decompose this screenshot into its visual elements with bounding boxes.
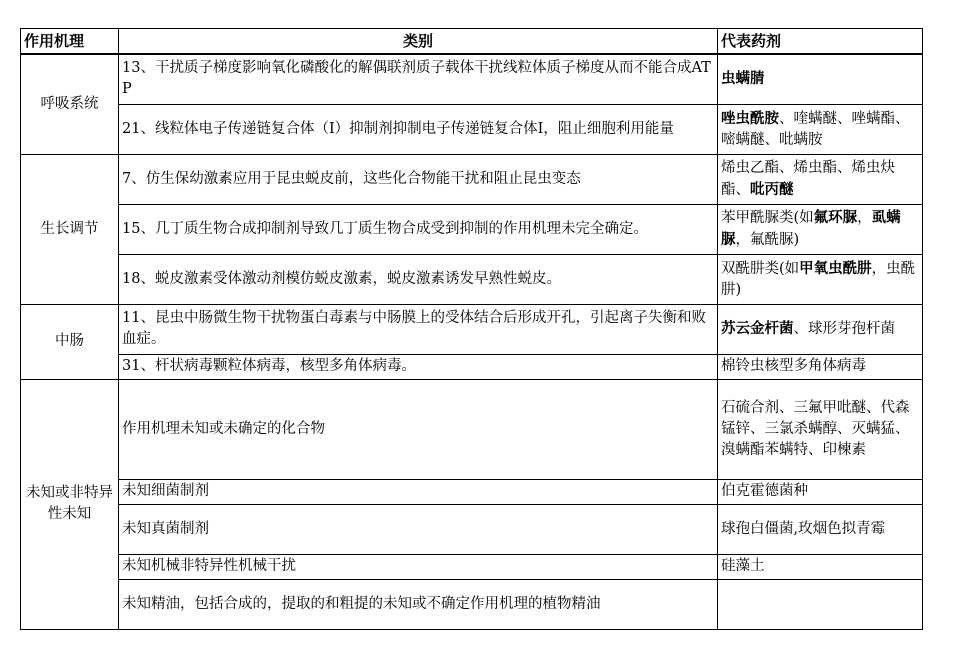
highlighted-drug-name: 氟环脲 <box>813 209 858 226</box>
table-row <box>21 204 923 254</box>
category-cell: 15、几丁质生物合成抑制剂导致几丁质生物合成受到抑制的作用机理未完全确定。 <box>119 204 718 254</box>
category-cell: 18、蜕皮激素受体激动剂模仿蜕皮激素，蜕皮激素诱发早熟性蜕皮。 <box>119 254 718 304</box>
representative-cell <box>718 554 923 579</box>
category-cell: 31、杆状病毒颗粒体病毒，核型多角体病毒。 <box>119 354 718 379</box>
representative-cell <box>718 154 923 204</box>
highlighted-drug-name: 虫螨腈 <box>721 70 765 88</box>
category-cell: 21、线粒体电子传递链复合体（I）抑制剂抑制电子传递链复合体I，阻止细胞利用能量 <box>119 104 718 154</box>
category-cell: 13、干扰质子梯度影响氧化磷酸化的解偶联剂质子载体干扰线粒体质子梯度从而不能合成ATP <box>119 54 718 104</box>
drug-name-text: 伯克霍德菌种 <box>721 483 808 499</box>
highlighted-drug-name: 苏云金杆菌 <box>721 320 794 337</box>
table-row <box>21 354 923 379</box>
table-row <box>21 304 923 354</box>
category-cell: 未知真菌制剂 <box>119 504 718 554</box>
representative-cell <box>718 254 923 304</box>
representative-cell <box>718 479 923 504</box>
table-row <box>21 379 923 479</box>
highlighted-drug-name: 吡丙醚 <box>750 180 794 198</box>
representative-cell <box>718 54 923 104</box>
table-row <box>21 579 923 629</box>
table-row <box>21 504 923 554</box>
table-row <box>21 104 923 154</box>
table-row <box>21 154 923 204</box>
representative-cell <box>718 354 923 379</box>
drug-name-text: 球孢白僵菌,玫烟色拟青霉 <box>721 520 886 537</box>
table-row <box>21 479 923 504</box>
drug-name-text: ，虫酰肼) <box>721 260 916 298</box>
drug-name-text: 、球形芽孢杆菌 <box>793 321 895 337</box>
representative-cell <box>718 204 923 254</box>
representative-cell <box>718 304 923 354</box>
drug-name-text: ， <box>857 210 872 226</box>
header-row <box>21 29 923 55</box>
category-cell: 11、昆虫中肠微生物干扰物蛋白毒素与中肠膜上的受体结合后形成开孔，引起离子失衡和败血症。 <box>119 304 718 354</box>
drug-name-text: 双酰肼类(如 <box>721 260 800 277</box>
header-category: 类别 <box>119 29 718 55</box>
header-mechanism: 作用机理 <box>21 29 119 55</box>
category-cell: 作用机理未知或未确定的化合物 <box>119 379 718 479</box>
drug-name-text: ，氟酰脲) <box>735 232 800 248</box>
table-row <box>21 54 923 104</box>
mechanism-cell: 中肠 <box>21 304 119 379</box>
header-representative: 代表药剂 <box>718 29 923 55</box>
highlighted-drug-name: 甲氧虫酰肼 <box>799 259 872 277</box>
mechanism-cell: 未知或非特异性未知 <box>21 379 119 629</box>
drug-name-text: 石硫合剂、三氟甲吡醚、代森锰锌、三氯杀螨醇、灭螨猛、溴螨酯苯螨特、印楝素 <box>721 399 910 458</box>
drug-name-text: 、喹螨醚、唑螨酯、嘧螨醚、吡螨胺 <box>721 110 910 148</box>
representative-cell <box>718 579 923 629</box>
drug-name-text: 苯甲酰脲类(如 <box>721 210 814 226</box>
moa-table <box>20 28 923 630</box>
drug-name-text: 烯虫乙酯、烯虫酯、烯虫炔酯、 <box>721 159 895 198</box>
representative-cell <box>718 504 923 554</box>
representative-cell <box>718 104 923 154</box>
mechanism-cell: 生长调节 <box>21 154 119 304</box>
category-cell: 未知细菌制剂 <box>119 479 718 504</box>
mechanism-cell: 呼吸系统 <box>21 54 119 154</box>
highlighted-drug-name: 虱螨脲 <box>721 209 901 248</box>
category-cell: 未知机械非特异性机械干扰 <box>119 554 718 579</box>
representative-cell <box>718 379 923 479</box>
table-row <box>21 554 923 579</box>
drug-name-text: 硅藻土 <box>721 558 765 574</box>
drug-name-text: 棉铃虫核型多角体病毒 <box>721 358 866 374</box>
highlighted-drug-name: 唑虫酰胺 <box>721 109 779 127</box>
category-cell: 未知精油，包括合成的，提取的和粗提的未知或不确定作用机理的植物精油 <box>119 579 718 629</box>
category-cell: 7、仿生保幼激素应用于昆虫蜕皮前，这些化合物能干扰和阻止昆虫变态 <box>119 154 718 204</box>
table-row <box>21 254 923 304</box>
